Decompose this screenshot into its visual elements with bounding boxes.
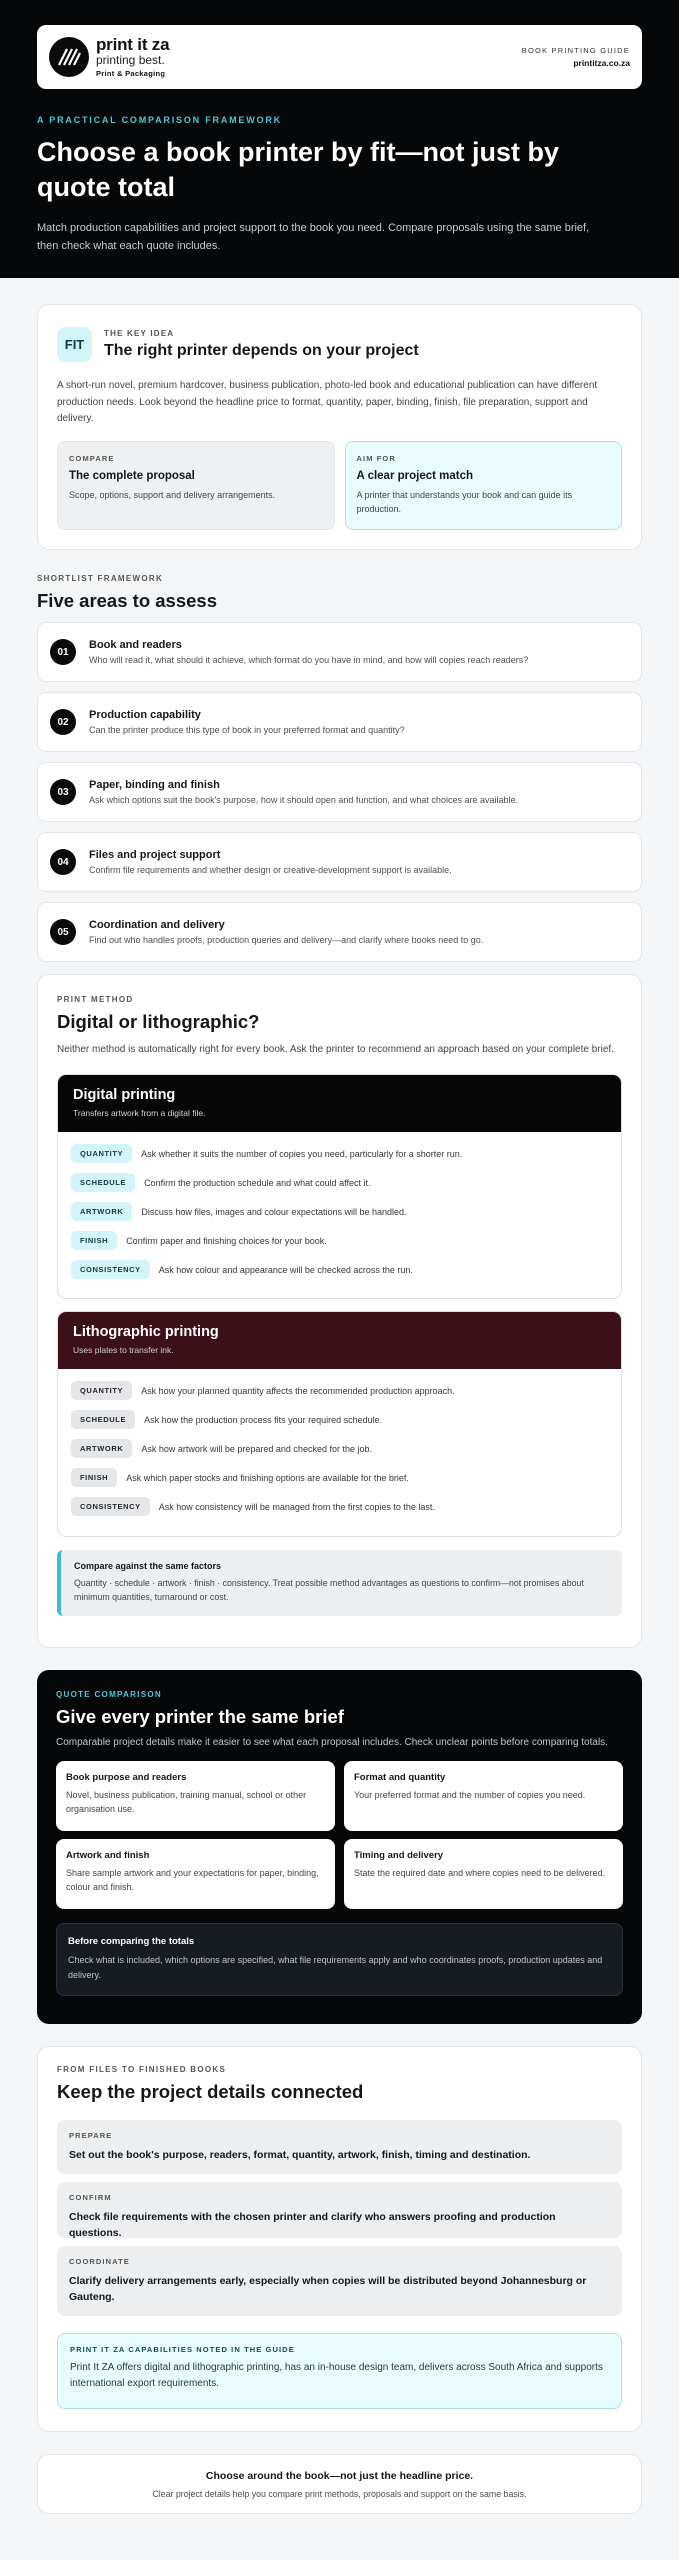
before-totals-text: Check what is included, which options are specified, what file requirements apply and who coordinates proofs, production updates and delivery.	[68, 1955, 603, 1980]
factor-tag: FINISH	[71, 1468, 117, 1487]
aim-eyebrow: AIM FOR	[356, 453, 396, 463]
factor-text: Ask which paper stocks and finishing options are available for the brief.	[126, 1472, 409, 1483]
method-description: Neither method is automatically right for every book. Ask the printer to recommend an approach based on your complete brief.	[57, 1044, 614, 1055]
factor-text: Discuss how files, images and colour expectations will be handled.	[141, 1206, 407, 1217]
key-idea-title: The right printer depends on your project	[104, 342, 419, 359]
brief-card	[344, 1761, 623, 1831]
area-number: 04	[50, 849, 76, 875]
litho-title: Lithographic printing	[73, 1323, 219, 1340]
print-method-card	[37, 974, 642, 1648]
brief-card-title: Artwork and finish	[66, 1850, 150, 1861]
brief-card	[56, 1839, 335, 1909]
factor-tag: SCHEDULE	[71, 1173, 135, 1192]
compare-eyebrow: COMPARE	[69, 453, 115, 463]
area-number: 02	[50, 709, 76, 735]
step-eyebrow: PREPARE	[69, 2131, 113, 2140]
step-text: Check file requirements with the chosen printer and clarify who answers proofing and production questions.	[69, 2211, 556, 2240]
area-item	[37, 762, 642, 822]
brief-card-title: Book purpose and readers	[66, 1772, 187, 1783]
brief-card-text: State the required date and where copies need to be delivered.	[354, 1868, 606, 1878]
factor-text: Ask how your planned quantity affects the recommended production approach.	[141, 1385, 455, 1396]
area-item	[37, 692, 642, 752]
area-item	[37, 832, 642, 892]
step-coordinate	[57, 2246, 622, 2316]
aim-box	[345, 441, 623, 530]
quote-title: Give every printer the same brief	[56, 1706, 344, 1727]
method-title: Digital or lithographic?	[57, 1011, 260, 1032]
area-text: Who will read it, what should it achieve, which format do you have in mind, and how will copies reach readers?	[89, 655, 529, 665]
compare-title: The complete proposal	[69, 469, 195, 482]
factor-tag: QUANTITY	[71, 1144, 132, 1163]
area-text: Confirm file requirements and whether design or creative-development support is available.	[89, 865, 452, 875]
shortlist-section	[37, 574, 642, 962]
logo-sub: Print & Packaging	[96, 68, 166, 78]
area-item	[37, 622, 642, 682]
footer-title: Choose around the book—not just the headline price.	[205, 2469, 474, 2482]
area-text: Can the printer produce this type of book in your preferred format and quantity?	[89, 725, 405, 735]
shortlist-eyebrow: SHORTLIST FRAMEWORK	[37, 574, 164, 583]
compare-note	[57, 1550, 622, 1616]
guide-label: BOOK PRINTING GUIDE	[521, 46, 630, 55]
method-row	[71, 1173, 608, 1193]
aim-title: A clear project match	[356, 469, 474, 482]
step-eyebrow: CONFIRM	[69, 2193, 112, 2202]
key-idea-description: A short-run novel, premium hardcover, business publication, photo-led book and educational publication can have different production needs. Look beyond the headline price to format, quantity, paper, binding, finish, file preparation, support and delivery.	[57, 380, 598, 424]
quote-description: Comparable project details make it easier to see what each proposal includes. Check unclear points before comparing totals.	[56, 1737, 608, 1748]
factor-tag: FINISH	[71, 1231, 117, 1250]
page-title: Choose a book printer by fit—not just by quote total	[37, 137, 560, 202]
capabilities-text: Print It ZA offers digital and lithographic printing, has an in-house design team, delivers across South Africa and supports international export requirements.	[70, 2362, 603, 2389]
hero-eyebrow: A PRACTICAL COMPARISON FRAMEWORK	[37, 115, 282, 125]
factor-tag: QUANTITY	[71, 1381, 132, 1400]
method-row	[71, 1497, 608, 1517]
aim-text: A printer that understands your book and can guide its production.	[356, 489, 573, 514]
factor-text: Ask how artwork will be prepared and checked for the job.	[141, 1443, 372, 1454]
capabilities-eyebrow: PRINT IT ZA CAPABILITIES NOTED IN THE GUIDE	[70, 2345, 295, 2354]
brief-card	[56, 1761, 335, 1831]
files-title: Keep the project details connected	[57, 2081, 364, 2102]
factor-tag: CONSISTENCY	[71, 1497, 150, 1516]
method-row	[71, 1202, 608, 1222]
area-text: Find out who handles proofs, production queries and delivery—and clarify where books need to go.	[89, 935, 484, 945]
shortlist-title: Five areas to assess	[37, 590, 217, 611]
lithographic-printing-panel	[57, 1311, 622, 1537]
quote-comparison-card	[37, 1670, 642, 2024]
header-bar	[37, 25, 642, 89]
factor-tag: ARTWORK	[71, 1439, 132, 1458]
method-row	[71, 1144, 608, 1164]
brief-card-text: Novel, business publication, training manual, school or other organisation use.	[66, 1790, 307, 1815]
hero-description: Match production capabilities and project support to the book you need. Compare proposals using the same brief, then check what each quote includes.	[37, 222, 590, 252]
files-eyebrow: FROM FILES TO FINISHED BOOKS	[57, 2065, 227, 2074]
quote-eyebrow: QUOTE COMPARISON	[56, 1690, 162, 1699]
area-text: Ask which options suit the book's purpose, how it should open and function, and what choices are available.	[89, 795, 518, 805]
brief-card-title: Timing and delivery	[354, 1850, 444, 1861]
digital-printing-panel	[57, 1074, 622, 1299]
compare-box	[57, 441, 335, 530]
step-eyebrow: COORDINATE	[69, 2257, 130, 2266]
area-title: Files and project support	[89, 849, 221, 861]
area-number: 01	[50, 639, 76, 665]
compare-text: Scope, options, support and delivery arrangements.	[69, 489, 276, 500]
step-confirm	[57, 2182, 622, 2238]
fit-badge: FIT	[57, 327, 92, 362]
logo-name: print it za	[96, 35, 170, 55]
method-eyebrow: PRINT METHOD	[57, 995, 134, 1004]
litho-subtitle: Uses plates to transfer ink.	[73, 1344, 174, 1355]
method-row	[71, 1381, 608, 1401]
step-text: Clarify delivery arrangements early, especially when copies will be distributed beyond Johannesburg or Gauteng.	[69, 2275, 587, 2304]
hero	[0, 0, 679, 278]
step-prepare	[57, 2120, 622, 2174]
factor-tag: CONSISTENCY	[71, 1260, 150, 1279]
step-text: Set out the book's purpose, readers, format, quantity, artwork, finish, timing and destination.	[69, 2149, 531, 2161]
factor-text: Confirm paper and finishing choices for your book.	[126, 1235, 327, 1246]
factor-tag: SCHEDULE	[71, 1410, 135, 1429]
area-title: Production capability	[89, 709, 201, 721]
key-idea-eyebrow: THE KEY IDEA	[104, 329, 175, 338]
brief-card-title: Format and quantity	[354, 1772, 446, 1783]
area-item	[37, 902, 642, 962]
factor-text: Ask how consistency will be managed from the first copies to the last.	[158, 1501, 435, 1512]
area-number: 03	[50, 779, 76, 805]
site-url-link[interactable]: printitza.co.za	[573, 58, 630, 68]
method-row	[71, 1231, 608, 1251]
compare-note-text: Quantity · schedule · artwork · finish · consistency. Treat possible method advantages as questions to confirm—not promises about minimum quantities, turnaround or cost.	[74, 1577, 584, 1602]
before-totals-title: Before comparing the totals	[68, 1936, 195, 1947]
logo-stripes-icon	[49, 37, 89, 77]
factor-text: Ask whether it suits the number of copies you need, particularly for a shorter run.	[141, 1148, 463, 1159]
logo[interactable]	[49, 36, 169, 77]
capabilities-box	[57, 2333, 622, 2409]
area-number: 05	[50, 919, 76, 945]
area-title: Book and readers	[89, 639, 182, 651]
compare-note-title: Compare against the same factors	[74, 1560, 222, 1571]
brief-card-text: Your preferred format and the number of copies you need.	[354, 1790, 586, 1800]
method-row	[71, 1439, 608, 1459]
brief-card	[344, 1839, 623, 1909]
brief-card-text: Share sample artwork and your expectations for paper, binding, colour and finish.	[66, 1868, 319, 1893]
method-row	[71, 1468, 608, 1488]
area-title: Paper, binding and finish	[89, 779, 220, 791]
before-totals-box	[56, 1923, 623, 1996]
files-to-books-card	[37, 2046, 642, 2432]
area-title: Coordination and delivery	[89, 919, 225, 931]
logo-tagline: printing best.	[96, 53, 165, 68]
factor-tag: ARTWORK	[71, 1202, 132, 1221]
main-content	[0, 278, 679, 2514]
factor-text: Confirm the production schedule and what could affect it.	[144, 1177, 371, 1188]
method-row	[71, 1410, 608, 1430]
digital-title: Digital printing	[73, 1086, 176, 1103]
factor-text: Ask how the production process fits your required schedule.	[144, 1414, 383, 1425]
footer-text: Clear project details help you compare print methods, proposals and support on the same basis.	[152, 2488, 527, 2499]
method-row	[71, 1260, 608, 1280]
key-idea-card	[37, 304, 642, 550]
footer-card	[37, 2454, 642, 2514]
factor-text: Ask how colour and appearance will be checked across the run.	[158, 1264, 413, 1275]
digital-subtitle: Transfers artwork from a digital file.	[73, 1107, 206, 1118]
